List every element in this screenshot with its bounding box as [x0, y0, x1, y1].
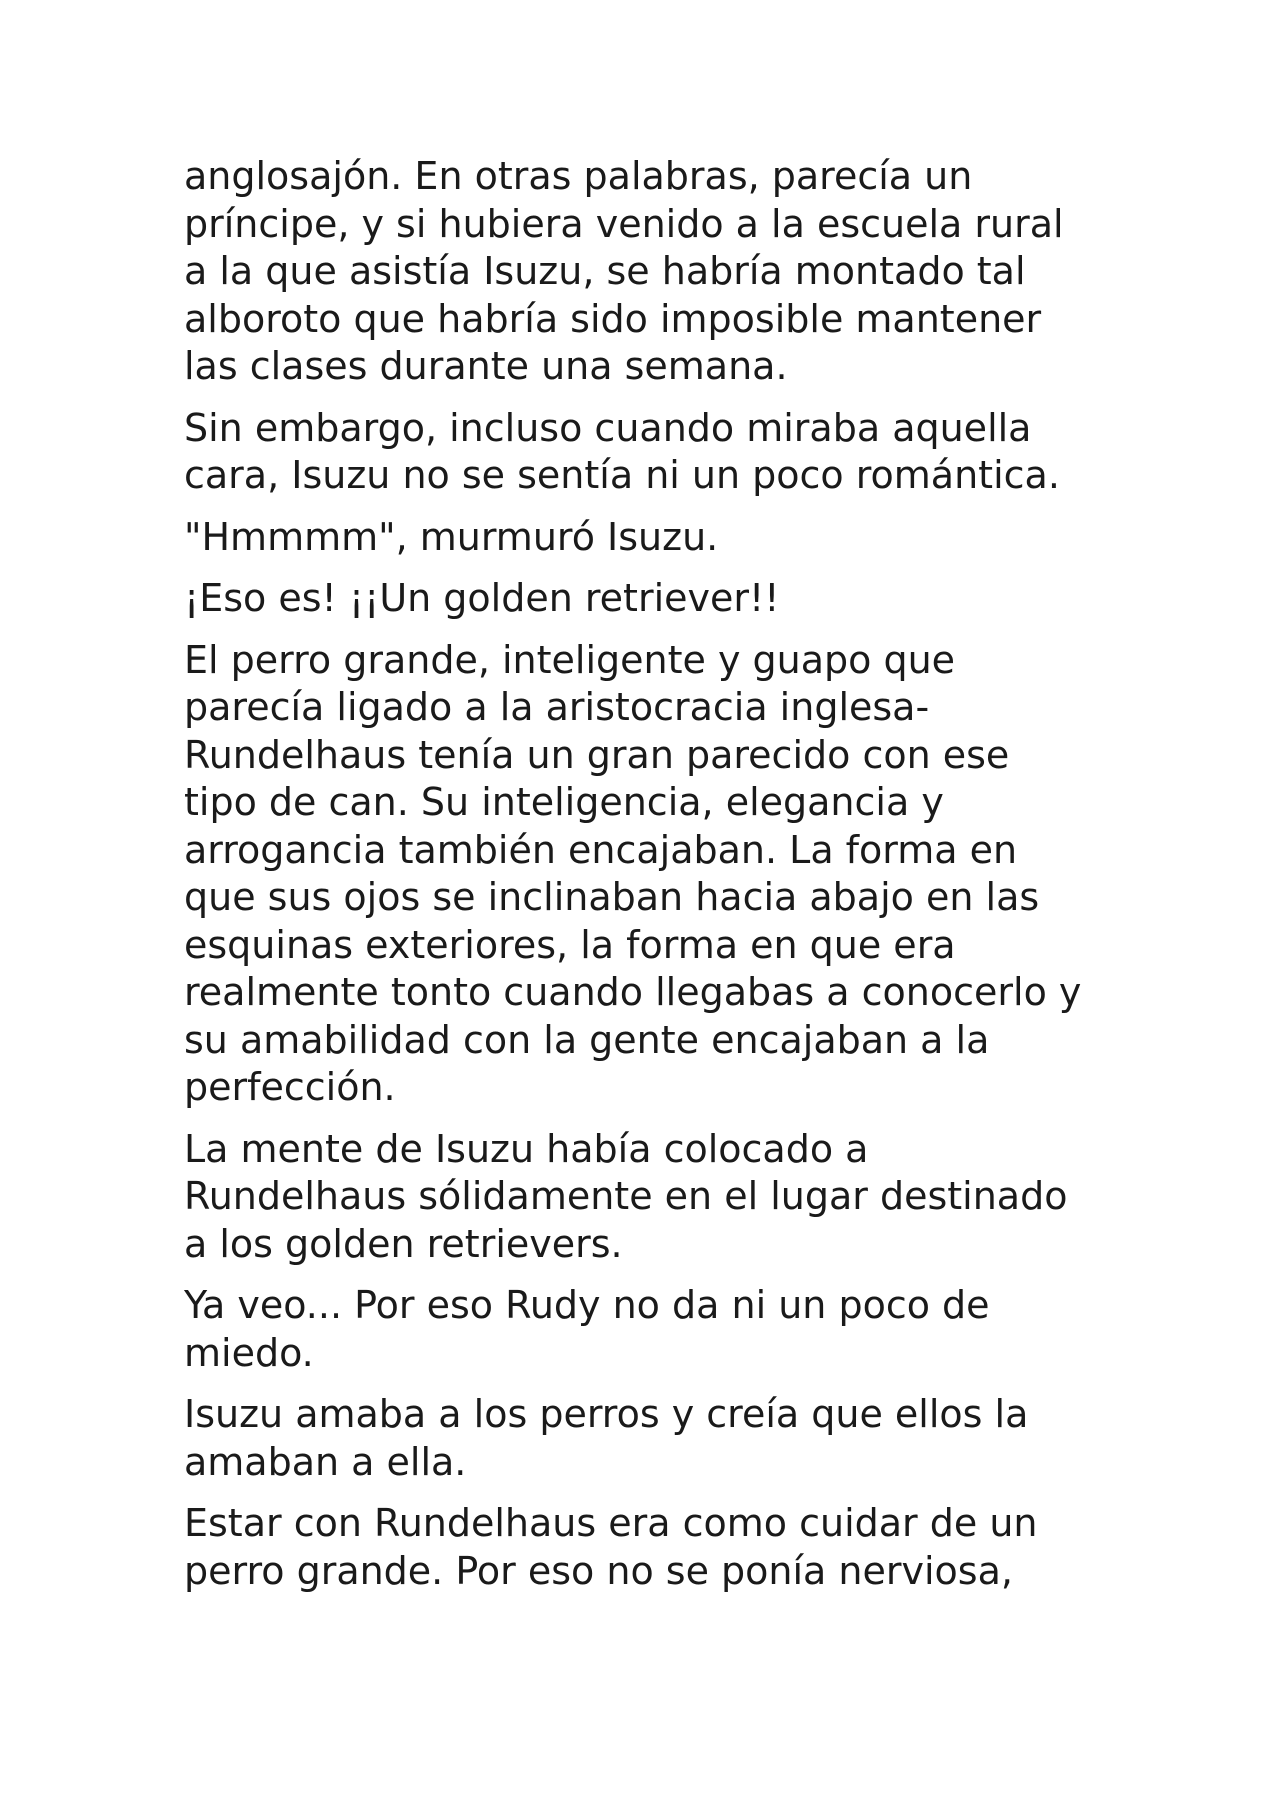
paragraph-5: El perro grande, inteligente y guapo que parecía ligado a la aristocracia inglesa- Rundelhaus tenía un gran parecido con ese tipo de can. Su inteligencia, elegancia y arrogancia también encajaban. La forma en que sus ojos se inclinaban hacia abajo en las esquinas exteriores, la forma en que era realmente tonto cuando llegabas a conocerlo y su amabilidad con la gente encajaban a la perfección.	[184, 637, 1082, 1109]
paragraph-2: Sin embargo, incluso cuando miraba aquella cara, Isuzu no se sentía ni un poco romántica.	[184, 405, 1060, 497]
paragraph-7: Ya veo... Por eso Rudy no da ni un poco de miedo.	[184, 1283, 990, 1375]
paragraph-1: anglosajón. En otras palabras, parecía un príncipe, y si hubiera venido a la escuela rural a la que asistía Isuzu, se habría montado tal alboroto que habría sido imposible mantener las clases durante una semana.	[184, 154, 1064, 388]
paragraph-4: ¡Eso es! ¡¡Un golden retriever!!	[184, 576, 780, 620]
document-page	[184, 153, 1124, 1609]
paragraph-6: La mente de Isuzu había colocado a Rundelhaus sólidamente en el lugar destinado a los golden retrievers.	[184, 1126, 1068, 1266]
paragraph-8: Isuzu amaba a los perros y creía que ellos la amaban a ella.	[184, 1392, 1029, 1484]
paragraph-3: "Hmmmm", murmuró Isuzu.	[184, 514, 719, 559]
paragraph-9: Estar con Rundelhaus era como cuidar de un perro grande. Por eso no se ponía nerviosa,	[184, 1501, 1038, 1593]
